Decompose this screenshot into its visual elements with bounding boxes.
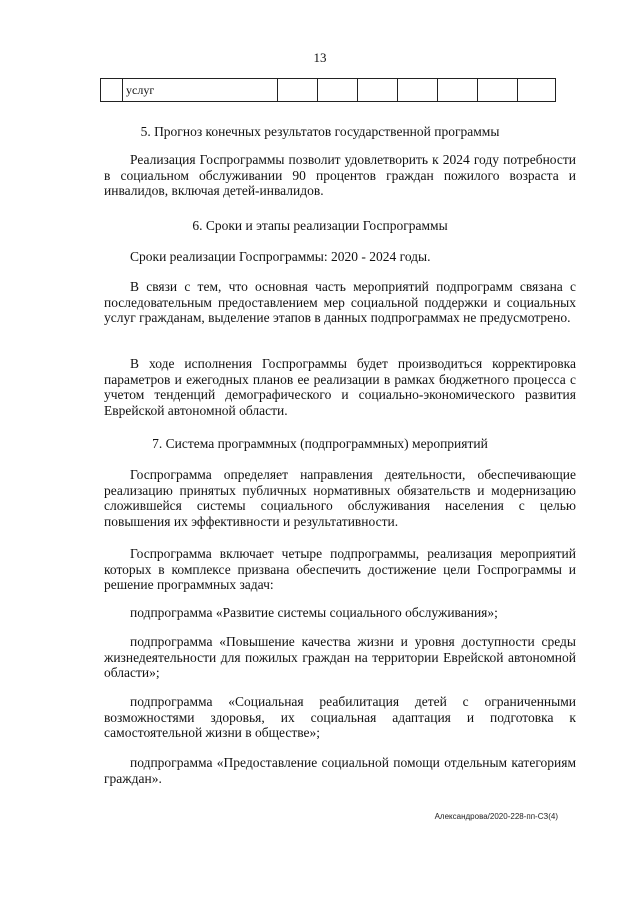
section-heading-7: 7. Система программных (подпрограммных) мероприятий [152, 436, 488, 451]
table-cell [438, 79, 478, 102]
table-cell [358, 79, 398, 102]
paragraph: В ходе исполнения Госпрограммы будет производиться корректировка параметров и ежегодных планов ее реализации в рамках бюджетного процесса с учетом тенденций демографического и социально-экономического развития Еврейской автономной области. [104, 356, 576, 418]
table-row [101, 79, 556, 102]
paragraph: Госпрограмма включает четыре подпрограммы, реализация мероприятий которых в комплексе призвана обеспечить достижение цели Госпрограммы и решение программных задач: [104, 546, 576, 592]
paragraph: В связи с тем, что основная часть мероприятий подпрограмм связана с последовательным предоставлением мер социальной поддержки и социальных услуг гражданам, выделение этапов в данных подпрограммах не предусмотрено. [104, 279, 576, 325]
table-cell [518, 79, 556, 102]
paragraph: Госпрограмма определяет направления деятельности, обеспечивающие реализацию принятых публичных нормативных обязательств и модернизацию сложившейся системы социального обслуживания населения с целью повышения их эффективности и результативности. [104, 467, 576, 529]
page-number: 13 [313, 50, 327, 65]
list-item: подпрограмма «Повышение качества жизни и уровня доступности среды жизнедеятельности для пожилых граждан на территории Еврейской автономной области»; [104, 634, 576, 680]
paragraph: Реализация Госпрограммы позволит удовлетворить к 2024 году потребности в социальном обслуживании 90 процентов граждан пожилого возраста и инвалидов, включая детей-инвалидов. [104, 152, 576, 198]
section-heading-6: 6. Сроки и этапы реализации Госпрограммы [192, 218, 448, 233]
table-fragment [100, 78, 556, 102]
list-item: подпрограмма «Предоставление социальной помощи отдельным категориям граждан». [104, 755, 576, 786]
table-cell [398, 79, 438, 102]
paragraph: Сроки реализации Госпрограммы: 2020 - 2024 годы. [130, 249, 431, 264]
table-cell [318, 79, 358, 102]
table-cell [478, 79, 518, 102]
section-heading-5: 5. Прогноз конечных результатов государственной программы [140, 124, 500, 139]
table-cell [278, 79, 318, 102]
footer-document-code: Александрова/2020-228-пп-СЗ(4) [434, 812, 558, 821]
list-item: подпрограмма «Развитие системы социального обслуживания»; [130, 605, 498, 620]
table-cell [101, 79, 123, 102]
table-cell-services: услуг [123, 79, 278, 102]
list-item: подпрограмма «Социальная реабилитация детей с ограниченными возможностями здоровья, их социальная адаптация и подготовка к самостоятельной жизни в обществе»; [104, 694, 576, 740]
